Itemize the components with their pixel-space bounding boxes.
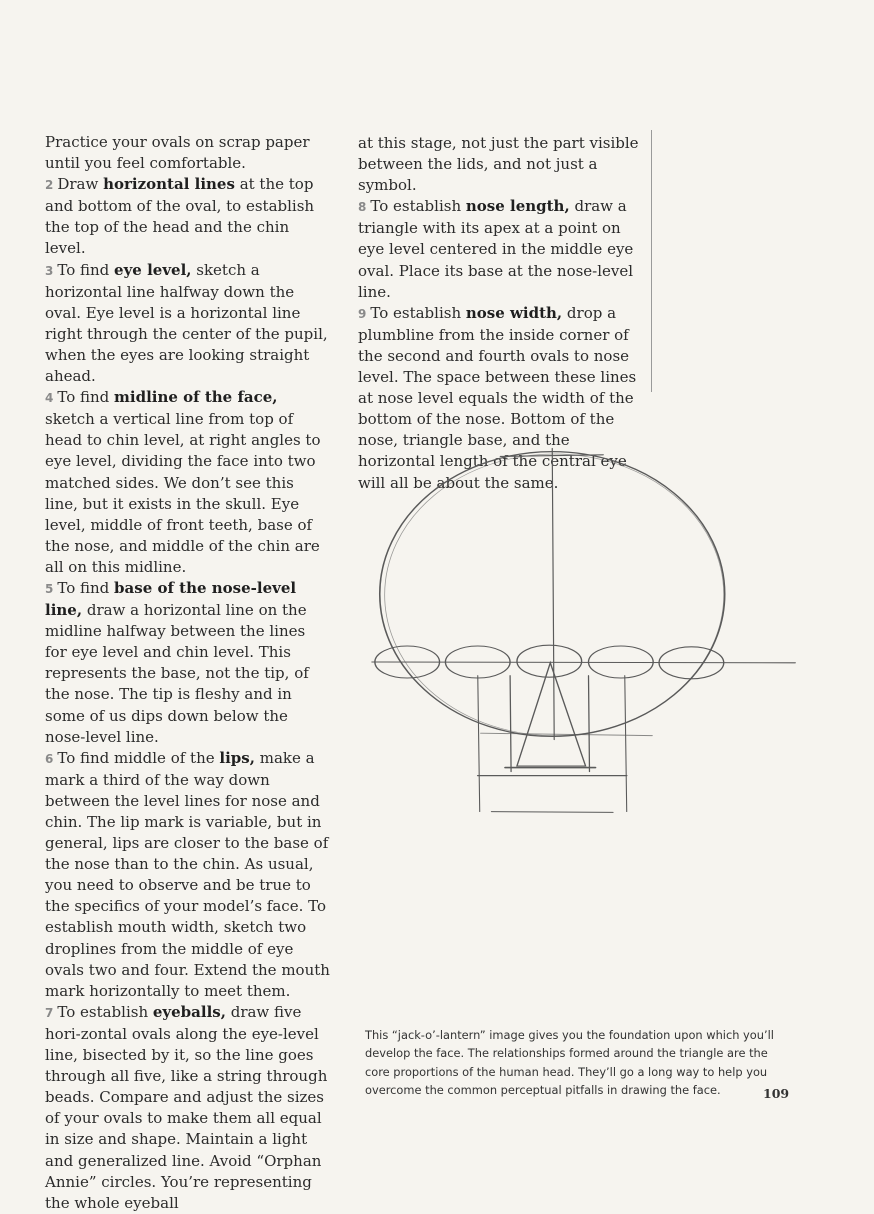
step-5: 5 To find base of the nose-level line, draw a horizontal line on the midline halfway between the lines for eye level and chin level. This represents the base, not the tip, of the nose. The tip is fleshy and in some of us dips down below the nose-level line. — [45, 578, 309, 746]
figure-caption: This “jack-o’-lantern” image gives you the foundation upon which you’ll develop the face. The relationships formed around the triangle are the core proportions of the human head. They’ll go a long way to help you overcome the common perceptual pitfalls in drawing the face. — [365, 1028, 774, 1098]
step-7: 7 To establish eyeballs, draw five hori-zontal ovals along the eye-level line, bisected by it, so the line goes through all five, like a string through beads. Compare and adjust the sizes of your ovals to make them all equal in size and shape. Maintain a light and generalized line. Avoid “Orphan Annie” circles. You’re representing the whole eyeball — [45, 1002, 328, 1212]
step-9: 9 To establish nose width, drop a plumbline from the inside corner of the second and fourth ovals to nose level. The space between these lines at nose level equals the width of the bottom of the nose. Bottom of the nose, triangle base, and the horizontal length of the central eye will all be about the same. — [358, 303, 637, 492]
step-keyword: base of the nose-level line, — [45, 578, 297, 620]
step-keyword: nose length, — [465, 197, 570, 216]
step-keyword: horizontal lines — [103, 175, 235, 194]
step-keyword: eye level, — [114, 260, 192, 279]
step-number: 2 — [45, 178, 54, 193]
step-2: 2 Draw horizontal lines at the top and bottom of the oval, to establish the top of the head and the chin level. — [45, 175, 315, 258]
page-number: 109 — [763, 1086, 790, 1101]
step-4: 4 To find midline of the face, sketch a vertical line from top of head to chin level, at right angles to eye level, dividing the face into two matched sides. We don’t see this line, but it exists in the skull. Eye level, middle of front teeth, base of the nose, and middle of the chin are all on this midline. — [45, 388, 321, 576]
step-number: 7 — [45, 1005, 54, 1020]
step-number: 6 — [45, 751, 54, 766]
jack-o-lantern-sketch — [362, 440, 802, 815]
step-8: 8 To establish nose length, draw a triangle with its apex at a point on eye level centered in the middle eye oval. Place its base at the nose-level line. — [358, 197, 634, 301]
step-keyword: midline of the face, — [114, 388, 278, 407]
eye-oval-3 — [517, 645, 582, 677]
step-number: 8 — [358, 200, 367, 215]
continuation-paragraph: at this stage, not just the part visible between the lids, and not just a symbol. — [358, 134, 639, 195]
column-rule — [651, 130, 652, 392]
nose-width-plumbline-right — [589, 676, 590, 772]
step-3: 3 To find eye level, sketch a horizontal line halfway down the oval. Eye level is a horizontal line right through the center of the pupil, when the eyes are looking straight ahead. — [45, 260, 328, 386]
step-6: 6 To find middle of the lips, make a mark a third of the way down between the level lines for nose and chin. The lip mark is variable, but in general, lips are closer to the base of the nose than to the chin. As usual, you need to observe and be true to the specifics of your model’s face. To establish mouth width, sketch two droplines from the middle of eye ovals two and four. Extend the mouth mark horizontally to meet them. — [45, 748, 330, 1000]
mouth-dropline-right — [625, 676, 627, 812]
left-column — [45, 132, 330, 1214]
nose-triangle — [517, 663, 586, 766]
nose-width-plumbline-left — [510, 676, 511, 772]
step-keyword: lips, — [219, 748, 255, 767]
mouth-mark — [491, 812, 613, 813]
intro-paragraph: Practice your ovals on scrap paper until you feel comfortable. — [45, 133, 310, 173]
midline — [552, 448, 554, 739]
step-keyword: nose width, — [465, 303, 563, 322]
mouth-dropline-left — [478, 676, 480, 812]
step-number: 5 — [45, 581, 54, 596]
step-number: 4 — [45, 391, 54, 406]
step-keyword: eyeballs, — [152, 1002, 226, 1021]
step-number: 3 — [45, 263, 54, 278]
step-number: 9 — [358, 306, 367, 321]
